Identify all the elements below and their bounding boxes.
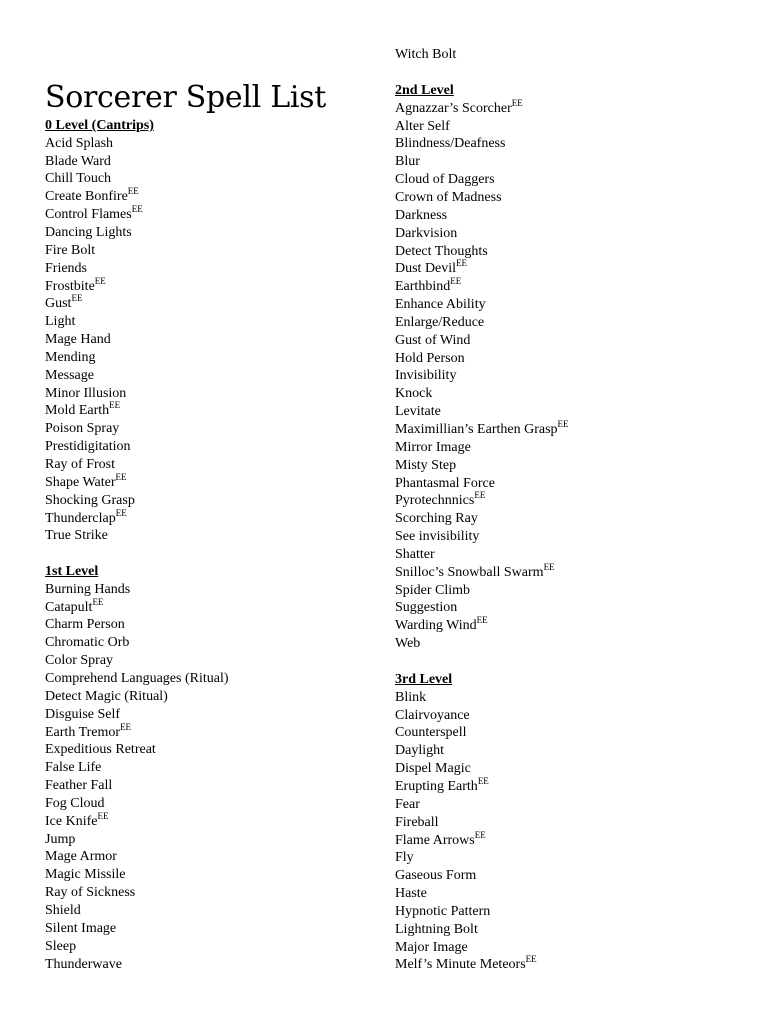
- spell-item: [395, 332, 569, 350]
- spell-item: [45, 456, 154, 474]
- ee-superscript: EE: [525, 954, 537, 965]
- spell-item: [395, 582, 569, 600]
- spell-name: Poison Spray: [45, 421, 120, 437]
- spell-item: [395, 492, 569, 510]
- spell-name: Silent Image: [45, 920, 117, 936]
- spell-name: Frostbite: [45, 278, 95, 294]
- spell-name: Prestidigitation: [45, 439, 131, 455]
- spell-name: Gaseous Form: [395, 868, 477, 884]
- spell-item: [45, 135, 154, 153]
- spell-item: [45, 596, 229, 617]
- spell-name: Detect Magic (Ritual): [45, 688, 168, 704]
- spell-name: Snilloc’s Snowball Swarm: [395, 564, 544, 580]
- spell-name: Message: [45, 367, 94, 383]
- section-heading-level-2: 2nd Level: [395, 83, 454, 98]
- spell-name: Mage Armor: [45, 849, 117, 865]
- spell-item: [45, 810, 229, 831]
- spell-item: [45, 402, 154, 420]
- spell-item: [395, 243, 569, 261]
- spell-item: [395, 153, 569, 171]
- spell-item: [45, 721, 229, 742]
- section-heading-cantrips: 0 Level (Cantrips): [45, 118, 154, 133]
- spell-name: Agnazzar’s Scorcher: [395, 100, 512, 116]
- spell-item: [45, 527, 154, 545]
- spell-item: [395, 760, 537, 778]
- spell-item: [395, 510, 569, 528]
- spell-name: Mending: [45, 349, 96, 365]
- spell-item: [45, 938, 229, 956]
- spell-item: [45, 224, 154, 242]
- spell-item: [45, 884, 229, 902]
- spell-item: [395, 814, 537, 832]
- spell-name: Friends: [45, 260, 87, 276]
- section-level-2: [395, 82, 569, 653]
- ee-superscript: EE: [115, 507, 127, 518]
- ee-superscript: EE: [131, 204, 143, 215]
- spell-name: Gust of Wind: [395, 332, 471, 348]
- spell-name: Darkvision: [395, 225, 458, 241]
- spell-name: Mirror Image: [395, 439, 471, 455]
- spell-name: Shape Water: [45, 474, 116, 490]
- ee-superscript: EE: [456, 258, 468, 269]
- spell-item: [45, 420, 154, 438]
- ee-superscript: EE: [115, 471, 127, 482]
- spell-item: [45, 275, 154, 296]
- spell-name: Catapult: [45, 599, 93, 615]
- spell-name: Dispel Magic: [395, 761, 471, 777]
- spell-name: Cloud of Daggers: [395, 172, 495, 188]
- spell-name: Shield: [45, 902, 81, 918]
- spell-name: Magic Missile: [45, 867, 126, 883]
- spell-name: Lightning Bolt: [395, 921, 478, 937]
- spell-item: [395, 296, 569, 314]
- spell-name: Suggestion: [395, 600, 458, 616]
- spell-name: Chromatic Orb: [45, 635, 130, 651]
- spell-name: Phantasmal Force: [395, 475, 495, 491]
- spell-name: Color Spray: [45, 653, 114, 669]
- spell-item: [395, 617, 569, 635]
- spell-name: Darkness: [395, 207, 448, 223]
- spell-name: Ray of Frost: [45, 456, 115, 472]
- spell-item: [45, 581, 229, 599]
- ee-superscript: EE: [92, 596, 104, 607]
- spell-name: Clairvoyance: [395, 707, 470, 723]
- spell-name: Invisibility: [395, 368, 457, 384]
- spell-name: Expeditious Retreat: [45, 742, 156, 758]
- spell-item: [395, 385, 569, 403]
- spell-item: [45, 634, 229, 652]
- spell-item: [45, 759, 229, 777]
- spell-item: [45, 670, 229, 688]
- spell-name: Knock: [395, 386, 433, 402]
- spell-name: Chill Touch: [45, 171, 112, 187]
- section-heading-level-3: 3rd Level: [395, 672, 453, 687]
- spell-item: [395, 403, 569, 421]
- spell-name: Sleep: [45, 938, 77, 954]
- spell-item: [395, 921, 537, 939]
- spell-item: [45, 367, 154, 385]
- spell-name: Daylight: [395, 743, 444, 759]
- spell-name: Create Bonfire: [45, 189, 128, 205]
- spell-name: Detect Thoughts: [395, 243, 488, 259]
- carryover-spell: Witch Bolt: [395, 47, 457, 62]
- spell-item: [395, 689, 537, 707]
- spell-name: Melf’s Minute Meteors: [395, 957, 526, 973]
- spell-name: Jump: [45, 831, 76, 847]
- spell-name: Spider Climb: [395, 582, 471, 598]
- spell-name: Counterspell: [395, 725, 467, 741]
- ee-superscript: EE: [109, 400, 121, 411]
- ee-superscript: EE: [474, 490, 486, 501]
- spell-item: [395, 742, 537, 760]
- spell-name: Acid Splash: [45, 135, 114, 151]
- spell-name: Fireball: [395, 814, 439, 830]
- ee-superscript: EE: [94, 275, 106, 286]
- spell-item: [395, 956, 537, 974]
- spell-name: Alter Self: [395, 118, 450, 134]
- spell-item: [395, 849, 537, 867]
- ee-superscript: EE: [477, 776, 489, 787]
- spell-name: Hypnotic Pattern: [395, 903, 491, 919]
- spell-item: [45, 206, 154, 224]
- spell-item: [45, 507, 154, 528]
- spell-name: Blindness/Deafness: [395, 136, 506, 152]
- spell-item: [395, 457, 569, 475]
- ee-superscript: EE: [71, 293, 83, 304]
- spell-name: Dancing Lights: [45, 225, 132, 241]
- spell-name: True Strike: [45, 528, 108, 544]
- spell-item: [395, 350, 569, 368]
- spell-name: Shocking Grasp: [45, 492, 135, 508]
- spell-item: [395, 367, 569, 385]
- spell-name: Blur: [395, 154, 420, 170]
- spell-item: [45, 242, 154, 260]
- spell-item: [45, 848, 229, 866]
- spell-item: [45, 777, 229, 795]
- spell-name: Gust: [45, 296, 72, 312]
- spell-item: [395, 135, 569, 153]
- spell-name: Warding Wind: [395, 618, 477, 634]
- spell-name: Haste: [395, 886, 427, 902]
- ee-superscript: EE: [557, 418, 569, 429]
- spell-item: [395, 189, 569, 207]
- document-title: Sorcerer Spell List: [45, 80, 326, 115]
- spell-item: [45, 349, 154, 367]
- spell-item: [395, 528, 569, 546]
- ee-superscript: EE: [474, 829, 486, 840]
- section-level-1: [45, 563, 229, 973]
- ee-superscript: EE: [97, 810, 109, 821]
- spell-name: Ice Knife: [45, 813, 98, 829]
- spell-item: [395, 885, 537, 903]
- section-level-3: [395, 671, 537, 974]
- spell-name: Comprehend Languages (Ritual): [45, 671, 229, 687]
- spell-item: [45, 295, 154, 313]
- spell-item: [395, 707, 537, 725]
- spell-name: Fog Cloud: [45, 795, 105, 811]
- spell-name: Minor Illusion: [45, 385, 127, 401]
- spell-item: [395, 207, 569, 225]
- spell-name: Charm Person: [45, 617, 125, 633]
- spell-item: [45, 385, 154, 403]
- spell-item: [395, 97, 569, 118]
- spell-name: Earthbind: [395, 279, 451, 295]
- spell-item: [395, 314, 569, 332]
- spell-item: [395, 171, 569, 189]
- spell-item: [395, 724, 537, 742]
- spell-item: [45, 616, 229, 634]
- ee-superscript: EE: [476, 615, 488, 626]
- spell-item: [45, 795, 229, 813]
- spell-item: [45, 920, 229, 938]
- spell-name: Dust Devil: [395, 261, 457, 277]
- spell-name: Control Flames: [45, 207, 132, 223]
- spell-item: [45, 956, 229, 974]
- spell-item: [45, 153, 154, 171]
- spell-item: [45, 902, 229, 920]
- spell-name: Light: [45, 314, 76, 330]
- spell-name: Thunderclap: [45, 510, 116, 526]
- spell-name: Crown of Madness: [395, 190, 502, 206]
- spell-item: [395, 439, 569, 457]
- spell-item: [395, 635, 569, 653]
- ee-superscript: EE: [120, 721, 132, 732]
- spell-item: [395, 118, 569, 136]
- spell-name: Enlarge/Reduce: [395, 314, 485, 330]
- spell-name: Mold Earth: [45, 403, 110, 419]
- spell-item: [395, 903, 537, 921]
- spell-name: Thunderwave: [45, 956, 122, 972]
- spell-item: [45, 492, 154, 510]
- spell-name: Erupting Earth: [395, 779, 478, 795]
- spell-item: [395, 829, 537, 850]
- spell-name: Blade Ward: [45, 153, 111, 169]
- section-cantrips: [45, 117, 154, 545]
- spell-name: Fear: [395, 796, 420, 812]
- ee-superscript: EE: [543, 561, 555, 572]
- spell-item: [45, 652, 229, 670]
- spell-list-cantrips: [45, 135, 154, 545]
- spell-name: Shatter: [395, 546, 435, 562]
- spell-list-level-1: [45, 581, 229, 974]
- spell-name: Earth Tremor: [45, 724, 121, 740]
- spell-item: [395, 867, 537, 885]
- spell-item: [45, 438, 154, 456]
- spell-name: Mage Hand: [45, 332, 111, 348]
- spell-name: Disguise Self: [45, 706, 121, 722]
- section-heading-level-1: 1st Level: [45, 564, 99, 579]
- spell-item: [395, 260, 569, 278]
- spell-name: Fly: [395, 850, 414, 866]
- spell-item: [45, 471, 154, 492]
- spell-name: Scorching Ray: [395, 511, 478, 527]
- spell-item: [45, 313, 154, 331]
- spell-item: [395, 278, 569, 296]
- spell-name: Misty Step: [395, 457, 457, 473]
- spell-name: Hold Person: [395, 350, 465, 366]
- ee-superscript: EE: [511, 97, 523, 108]
- spell-item: [395, 939, 537, 957]
- spell-name: Fire Bolt: [45, 242, 96, 258]
- spell-item: [45, 866, 229, 884]
- spell-item: [395, 778, 537, 796]
- spell-name: Blink: [395, 689, 427, 705]
- spell-name: Feather Fall: [45, 778, 113, 794]
- spell-name: Pyrotechnnics: [395, 493, 475, 509]
- spell-item: [45, 706, 229, 724]
- spell-name: Ray of Sickness: [45, 885, 136, 901]
- spell-name: See invisibility: [395, 529, 480, 545]
- spell-list-level-2: [395, 97, 569, 653]
- spell-item: [45, 331, 154, 349]
- spell-item: [45, 831, 229, 849]
- spell-list-level-3: [395, 689, 537, 975]
- spell-name: Web: [395, 636, 421, 652]
- spell-name: Flame Arrows: [395, 832, 475, 848]
- spell-item: [395, 546, 569, 564]
- spell-item: [45, 688, 229, 706]
- ee-superscript: EE: [127, 186, 139, 197]
- spell-name: Levitate: [395, 404, 441, 420]
- spell-name: False Life: [45, 760, 102, 776]
- spell-item: [45, 741, 229, 759]
- spell-name: Enhance Ability: [395, 297, 486, 313]
- spell-name: Major Image: [395, 939, 468, 955]
- spell-item: [395, 418, 569, 439]
- spell-name: Burning Hands: [45, 581, 131, 597]
- spell-item: [395, 225, 569, 243]
- spell-name: Maximillian’s Earthen Grasp: [395, 421, 558, 437]
- spell-item: [395, 796, 537, 814]
- spell-item: [395, 561, 569, 582]
- ee-superscript: EE: [450, 276, 462, 287]
